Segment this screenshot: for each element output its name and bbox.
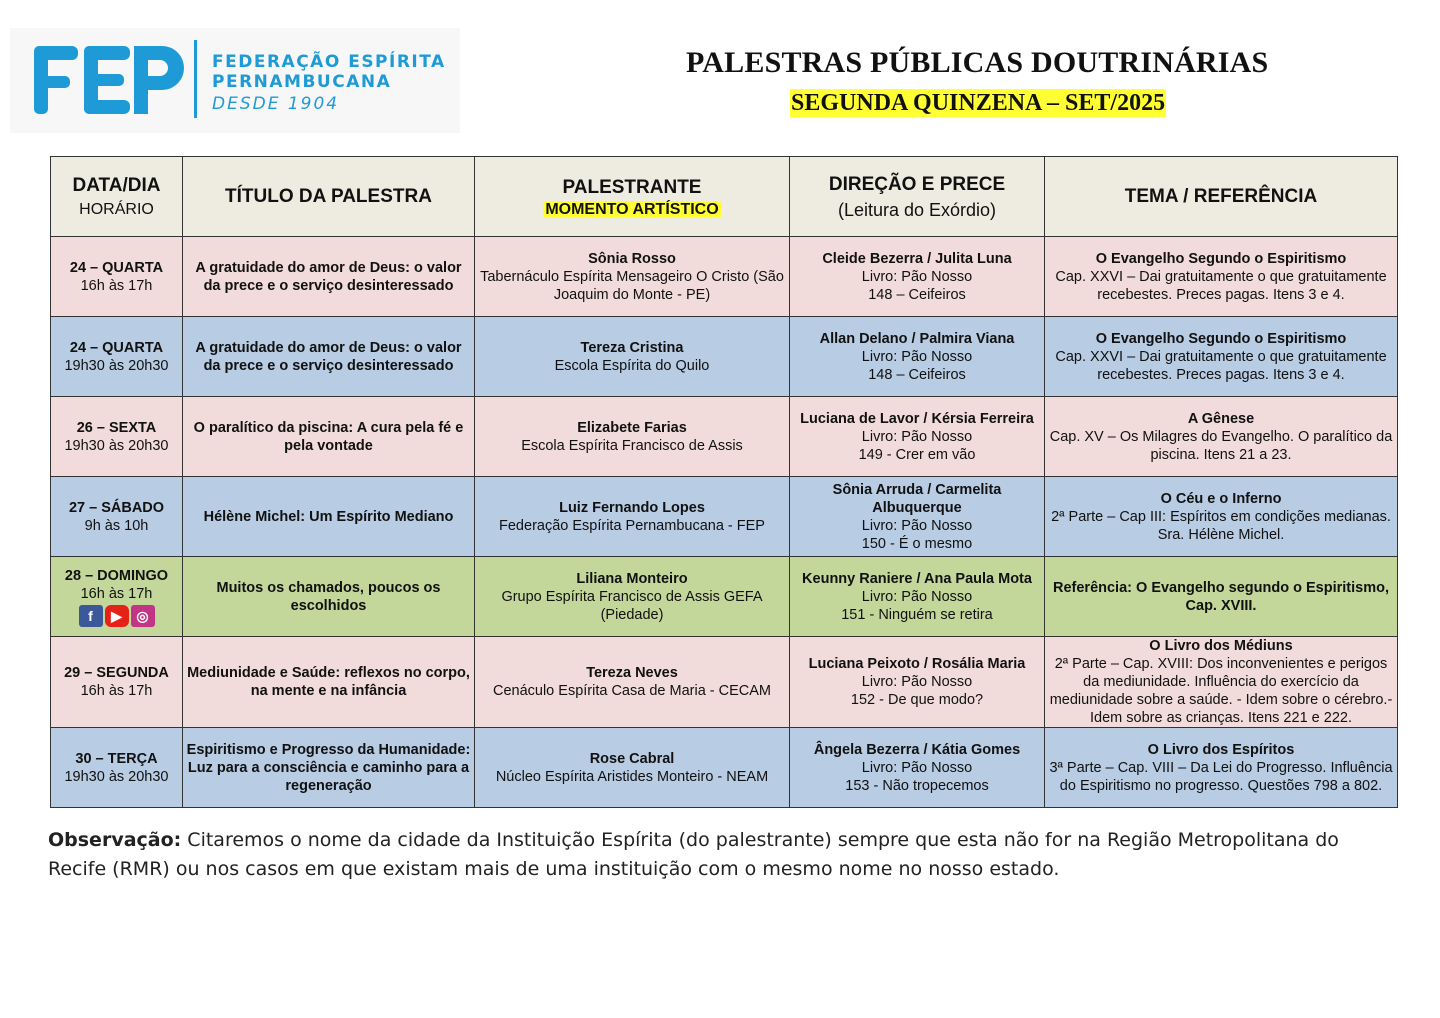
title-cell: [183, 728, 475, 808]
header-reading-label: (Leitura do Exórdio): [837, 199, 997, 220]
day-label: 24 – QUARTA: [69, 339, 164, 356]
speaker-institution: Tabernáculo Espírita Mensageiro O Cristo (São Joaquim do Monte - PE): [480, 268, 784, 303]
social-icons: [79, 605, 155, 627]
direction-names: Ângela Bezerra / Kátia Gomes: [813, 741, 1021, 758]
title-cell: [183, 477, 475, 557]
theme-title: O Evangelho Segundo o Espiritismo: [1095, 250, 1347, 267]
theme-text: 2ª Parte – Cap III: Espíritos em condições medianas. Sra. Hélène Michel.: [1051, 508, 1391, 543]
direction-cell: [790, 317, 1045, 397]
table-row: [51, 397, 1398, 477]
theme-cell: [1045, 637, 1398, 728]
speaker-cell: [475, 477, 790, 557]
theme-cell: [1045, 557, 1398, 637]
time-label: 16h às 17h: [80, 683, 153, 699]
talk-title: Hélène Michel: Um Espírito Mediano: [203, 508, 454, 525]
header-date: [51, 157, 183, 237]
table-row: [51, 557, 1398, 637]
speaker-cell: [475, 397, 790, 477]
direction-cell: [790, 637, 1045, 728]
header-direction: [790, 157, 1045, 237]
theme-text: Referência: O Evangelho segundo o Espiritismo, Cap. XVIII.: [1053, 579, 1389, 614]
talk-title: A gratuidade do amor de Deus: o valor da prece e o serviço desinteressado: [195, 339, 462, 374]
direction-cell: [790, 557, 1045, 637]
speaker-name: Liliana Monteiro: [576, 570, 688, 587]
speaker-name: Tereza Neves: [586, 665, 678, 681]
day-label: 29 – SEGUNDA: [64, 665, 169, 681]
talk-title: O paralítico da piscina: A cura pela fé e pela vontade: [193, 419, 464, 454]
talk-title: Mediunidade e Saúde: reflexos no corpo, na mente e na infância: [187, 665, 470, 699]
speaker-cell: [475, 317, 790, 397]
title-cell: [183, 317, 475, 397]
day-label: 26 – SEXTA: [76, 419, 157, 436]
page-subtitle: SEGUNDA QUINZENA – SET/2025: [791, 90, 1166, 116]
speaker-name: Tereza Cristina: [580, 339, 684, 356]
speaker-institution: Federação Espírita Pernambucana - FEP: [499, 517, 765, 534]
talk-title: Espiritismo e Progresso da Humanidade: Luz para a consciência e caminho para a regeneração: [186, 741, 471, 794]
theme-title: A Gênese: [1187, 410, 1255, 427]
observation-label: Observação:: [48, 829, 182, 851]
theme-text: 3ª Parte – Cap. VIII – Da Lei do Progresso. Influência do Espiritismo no progresso. Questões 798 a 802.: [1049, 759, 1393, 794]
book-label: Livro: Pão Nosso: [861, 348, 973, 365]
date-cell: [51, 397, 183, 477]
direction-names: Luciana de Lavor / Kérsia Ferreira: [800, 410, 1034, 427]
theme-cell: [1045, 237, 1398, 317]
chapter-label: 153 - Não tropecemos: [845, 777, 989, 794]
speaker-institution: Cenáculo Espírita Casa de Maria - CECAM: [492, 683, 772, 699]
header-artistic-label: MOMENTO ARTÍSTICO: [545, 200, 719, 218]
title-cell: [183, 397, 475, 477]
header-direction-label: DIREÇÃO E PRECE: [828, 173, 1006, 195]
theme-title: O Céu e o Inferno: [1160, 490, 1282, 507]
table-row: [51, 477, 1398, 557]
chapter-label: 151 - Ninguém se retira: [841, 606, 993, 623]
time-label: 19h30 às 20h30: [64, 357, 169, 374]
chapter-label: 148 – Ceifeiros: [868, 366, 966, 383]
logo-line-2: PERNAMBUCANA: [212, 72, 392, 92]
direction-cell: [790, 237, 1045, 317]
table-row: [51, 317, 1398, 397]
theme-cell: [1045, 317, 1398, 397]
speaker-cell: [475, 637, 790, 728]
day-label: 28 – DOMINGO: [64, 567, 169, 584]
header-speaker: [475, 157, 790, 237]
schedule-table: [50, 156, 1398, 808]
page-title: PALESTRAS PÚBLICAS DOUTRINÁRIAS: [686, 46, 1269, 79]
table-row: [51, 637, 1398, 728]
theme-title: O Livro dos Médiuns: [1149, 638, 1293, 654]
date-cell: [51, 317, 183, 397]
book-label: Livro: Pão Nosso: [861, 588, 973, 605]
chapter-label: 149 - Crer em vão: [858, 446, 976, 463]
title-cell: [183, 557, 475, 637]
date-cell: [51, 557, 183, 637]
theme-text: Cap. XXVI – Dai gratuitamente o que gratuitamente recebestes. Preces pagas. Itens 3 e 4.: [1055, 348, 1387, 383]
talk-title: Muitos os chamados, poucos os escolhidos: [216, 579, 441, 614]
table-row: [51, 237, 1398, 317]
chapter-label: 150 - É o mesmo: [861, 535, 973, 552]
talk-title: A gratuidade do amor de Deus: o valor da prece e o serviço desinteressado: [195, 259, 462, 294]
speaker-cell: [475, 728, 790, 808]
book-label: Livro: Pão Nosso: [861, 759, 973, 776]
speaker-cell: [475, 237, 790, 317]
direction-names: Keunny Raniere / Ana Paula Mota: [802, 570, 1032, 587]
speaker-institution: Escola Espírita do Quilo: [554, 357, 710, 374]
table-row: [51, 728, 1398, 808]
youtube-icon[interactable]: ▶: [105, 605, 129, 627]
theme-title: O Evangelho Segundo o Espiritismo: [1095, 330, 1347, 347]
header-title: [183, 157, 475, 237]
chapter-label: 152 - De que modo?: [850, 692, 984, 708]
chapter-label: 148 – Ceifeiros: [868, 286, 966, 303]
direction-names: Luciana Peixoto / Rosália Maria: [808, 656, 1026, 672]
header-date-label: DATA/DIA: [72, 174, 161, 196]
time-label: 19h30 às 20h30: [64, 437, 169, 454]
date-cell: [51, 728, 183, 808]
theme-text: Cap. XV – Os Milagres do Evangelho. O paralítico da piscina. Itens 21 a 23.: [1049, 428, 1393, 463]
fep-logo: [10, 28, 460, 133]
speaker-name: Sônia Rosso: [588, 250, 676, 267]
speaker-name: Elizabete Farias: [577, 419, 687, 436]
logo-line-3: DESDE 1904: [212, 94, 340, 114]
direction-names: Sônia Arruda / Carmelita Albuquerque: [832, 481, 1002, 516]
observation-text: Citaremos o nome da cidade da Instituição Espírita (do palestrante) sempre que esta não for na Região Metropolitana do Recife (RMR) ou nos casos em que existam mais de uma instituição com o mesmo nome no nosso estado.: [48, 829, 1339, 880]
theme-cell: [1045, 477, 1398, 557]
title-cell: [183, 237, 475, 317]
header-theme-label: TEMA / REFERÊNCIA: [1124, 185, 1318, 207]
direction-cell: [790, 728, 1045, 808]
time-label: 19h30 às 20h30: [64, 768, 169, 785]
day-label: 24 – QUARTA: [69, 259, 164, 276]
facebook-icon[interactable]: f: [79, 605, 103, 627]
theme-title: O Livro dos Espíritos: [1147, 741, 1295, 758]
speaker-institution: Escola Espírita Francisco de Assis: [521, 437, 743, 454]
book-label: Livro: Pão Nosso: [861, 674, 973, 690]
speaker-institution: Grupo Espírita Francisco de Assis GEFA (Piedade): [501, 588, 763, 623]
day-label: 30 – TERÇA: [75, 750, 158, 767]
speaker-cell: [475, 557, 790, 637]
book-label: Livro: Pão Nosso: [861, 517, 973, 534]
date-cell: [51, 237, 183, 317]
theme-cell: [1045, 397, 1398, 477]
direction-names: Allan Delano / Palmira Viana: [819, 330, 1015, 347]
time-label: 9h às 10h: [84, 517, 149, 534]
logo-divider: [194, 40, 197, 118]
header-speaker-label: PALESTRANTE: [562, 176, 702, 198]
instagram-icon[interactable]: ◎: [131, 605, 155, 627]
direction-cell: [790, 477, 1045, 557]
day-label: 27 – SÁBADO: [68, 499, 165, 516]
observation-note: [48, 826, 1378, 884]
speaker-institution: Núcleo Espírita Aristides Monteiro - NEAM: [495, 768, 769, 785]
date-cell: [51, 637, 183, 728]
theme-text: 2ª Parte – Cap. XVIII: Dos inconvenientes e perigos da mediunidade. Influência do exercício da mediunidade sobre a saúde. - Idem sobre o cérebro.- Idem sobre as crianças. Itens 221 e 222.: [1049, 656, 1393, 726]
theme-cell: [1045, 728, 1398, 808]
speaker-name: Luiz Fernando Lopes: [559, 499, 705, 516]
header-theme: [1045, 157, 1398, 237]
header-title-label: TÍTULO DA PALESTRA: [225, 185, 432, 207]
time-label: 16h às 17h: [80, 585, 153, 602]
header-time-label: HORÁRIO: [79, 200, 154, 218]
date-cell: [51, 477, 183, 557]
theme-text: Cap. XXVI – Dai gratuitamente o que gratuitamente recebestes. Preces pagas. Itens 3 e 4.: [1055, 268, 1387, 303]
table-header-row: [51, 157, 1398, 237]
logo-line-1: FEDERAÇÃO ESPÍRITA: [212, 52, 446, 72]
book-label: Livro: Pão Nosso: [861, 268, 973, 285]
speaker-name: Rose Cabral: [589, 750, 675, 767]
book-label: Livro: Pão Nosso: [861, 428, 973, 445]
direction-cell: [790, 397, 1045, 477]
fep-logo-icon: [34, 42, 184, 118]
direction-names: Cleide Bezerra / Julita Luna: [822, 250, 1012, 267]
time-label: 16h às 17h: [80, 277, 153, 294]
title-cell: [183, 637, 475, 728]
